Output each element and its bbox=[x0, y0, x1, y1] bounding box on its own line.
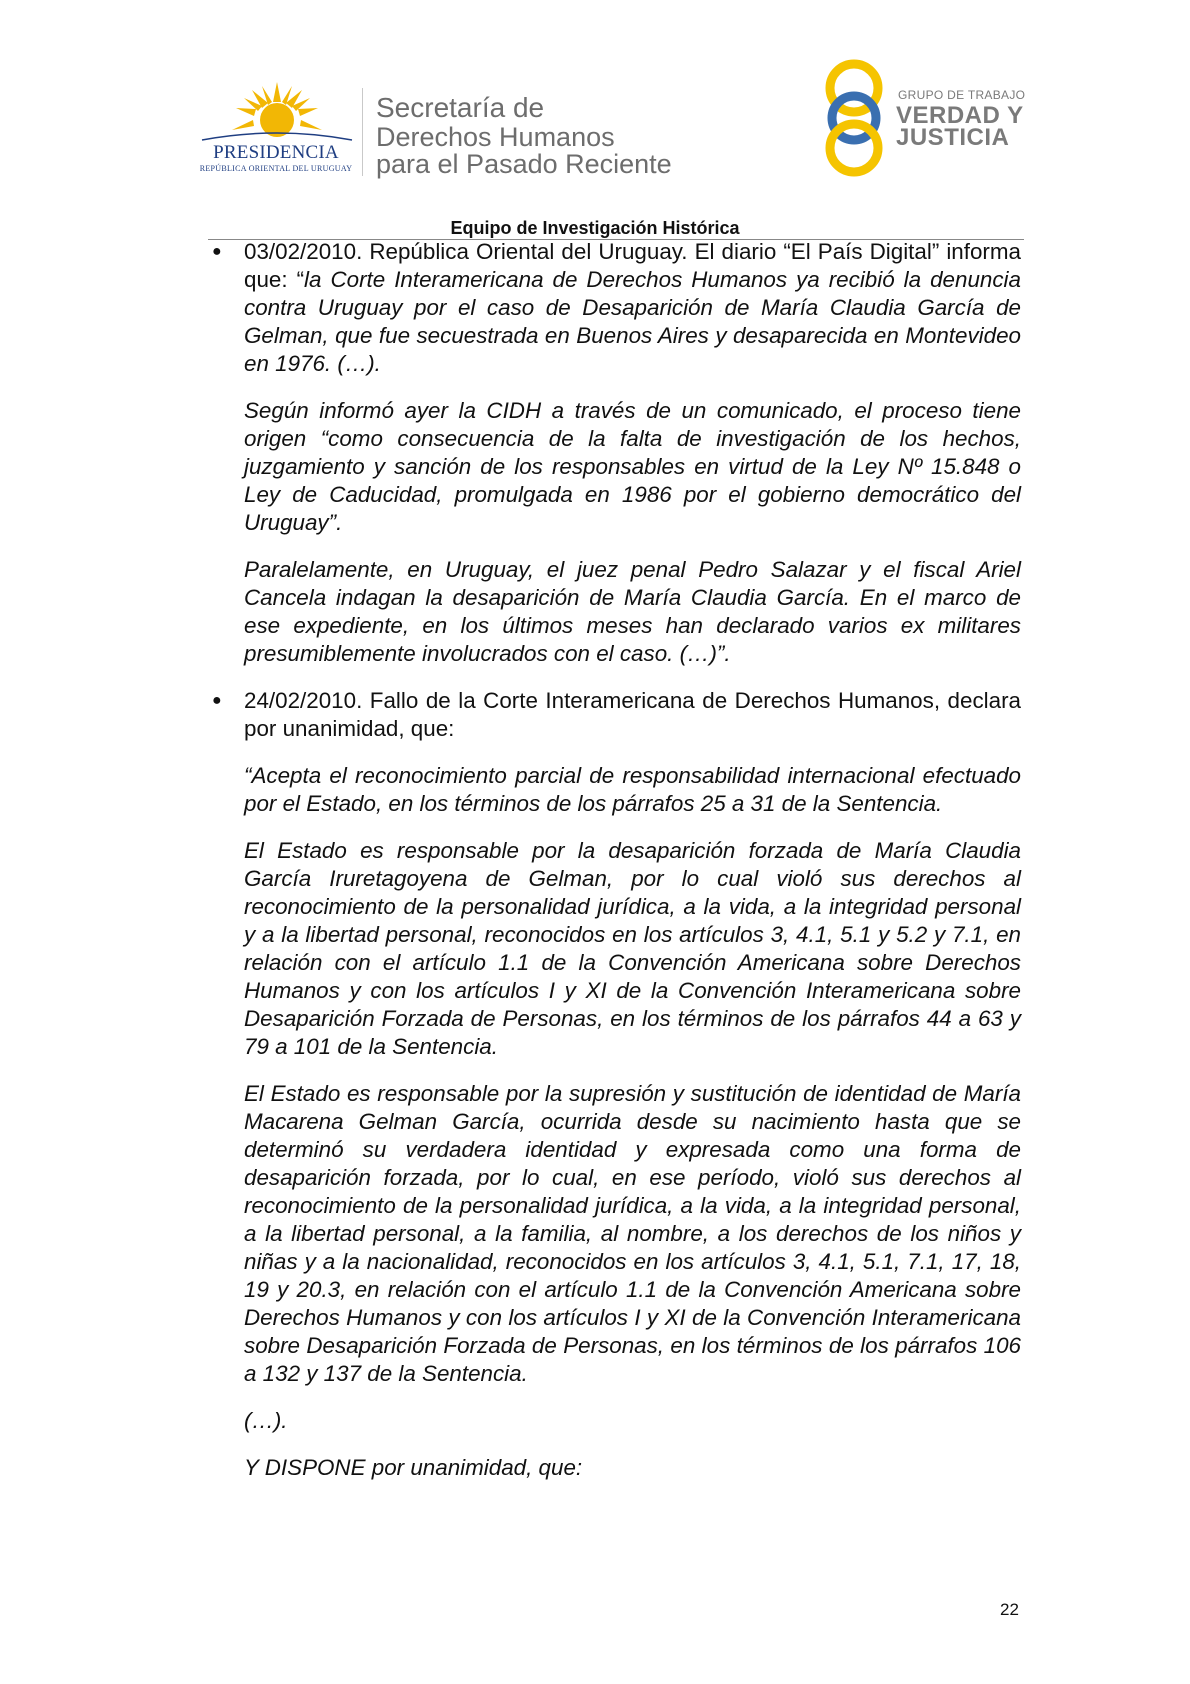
entry-2-paragraph: El Estado es responsable por la supresión y sustitución de identidad de María Macarena Gelman García, ocurrida desde su nacimiento hasta que se determinó su verdadera identidad y expresada como una forma de desaparición forzada, por lo cual, en ese período, violó sus derechos al reconocimiento de la personalidad jurídica, a la vida, a la integridad personal, a la libertad personal, a la familia, al nombre, a los derechos de los niños y niñas y a la nacionalidad, reconocidos en los artículos 3, 4.1, 5.1, 7.1, 17, 18, 19 y 20.3, en relación con el artículo 1.1 de la Convención Americana sobre Derechos Humanos y con los artículos I y XI de la Convención Interamericana sobre Desaparición Forzada de Personas, en los términos de los párrafos 106 a 132 y 137 de la Sentencia. bbox=[244, 1081, 1021, 1386]
secretaria-line-1: Secretaría de bbox=[376, 92, 545, 123]
justicia-label: JUSTICIA bbox=[896, 124, 1010, 151]
grupo-trabajo-label: GRUPO DE TRABAJO bbox=[898, 88, 1026, 102]
page-number: 22 bbox=[1000, 1600, 1019, 1619]
entry-1-date-intro: 03/02/2010. República Oriental del Uruguay. El diario “El País Digital” informa que: “ bbox=[244, 239, 1021, 292]
secretaria-line-3: para el Pasado Reciente bbox=[376, 149, 672, 179]
entry-1-paragraph: Paralelamente, en Uruguay, el juez penal Pedro Salazar y el fiscal Ariel Cancela indagan la desaparición de María Claudia García. En el marco de ese expediente, en los últimos meses han declarado varios ex militares presumiblemente involucrados con el caso. (…)”. bbox=[244, 557, 1021, 666]
header-divider bbox=[362, 88, 363, 176]
entry-1-quote: la Corte Interamericana de Derechos Humanos ya recibió la denuncia contra Uruguay por el caso de Desaparición de María Claudia García de Gelman, que fue secuestrada en Buenos Aires y desaparecida en Montevideo en 1976. (…). bbox=[244, 267, 1021, 376]
secretaria-line-2: Derechos Humanos bbox=[376, 122, 615, 152]
entry-2-intro bbox=[212, 687, 1021, 743]
entry-2-date-intro: 24/02/2010. Fallo de la Corte Interamericana de Derechos Humanos, declara por unanimidad, que: bbox=[244, 688, 1021, 741]
verdad-label: VERDAD Y bbox=[896, 102, 1024, 129]
bullet-icon: ● bbox=[212, 243, 222, 260]
entry-2-paragraph: Y DISPONE por unanimidad, que: bbox=[244, 1455, 583, 1480]
presidencia-label: PRESIDENCIA bbox=[213, 142, 339, 163]
team-title: Equipo de Investigación Histórica bbox=[450, 218, 740, 238]
entry-2-paragraph: (…). bbox=[244, 1408, 288, 1433]
verdad-justicia-rings-logo bbox=[820, 56, 900, 180]
page-header bbox=[0, 0, 1190, 240]
entry-1-paragraph: Según informó ayer la CIDH a través de un comunicado, el proceso tiene origen “como consecuencia de la falta de investigación de los hechos, juzgamiento y sanción de los responsables en virtud de la Ley Nº 15.848 o Ley de Caducidad, promulgada en 1986 por el gobierno democrático del Uruguay”. bbox=[244, 398, 1021, 535]
presidencia-subtitle: REPÚBLICA ORIENTAL DEL URUGUAY bbox=[199, 164, 353, 173]
bullet-icon: ● bbox=[212, 692, 222, 709]
entry-2-paragraph: El Estado es responsable por la desaparición forzada de María Claudia García Iruretagoyena de Gelman, por lo cual violó sus derechos al reconocimiento de la personalidad jurídica, a la vida, a la integridad personal y a la libertad personal, reconocidos en los artículos 3, 4.1, 5.1 y 5.2 y 7.1, en relación con el artículo 1.1 de la Convención Americana sobre Derechos Humanos y con los artículos I y XI de la Convención Interamericana sobre Desaparición Forzada de Personas, en los términos de los párrafos 44 a 63 y 79 a 101 de la Sentencia. bbox=[244, 838, 1021, 1059]
entry-1-intro bbox=[212, 238, 1021, 378]
document-body bbox=[212, 238, 1021, 1501]
entry-2-paragraph: “Acepta el reconocimiento parcial de responsabilidad internacional efectuado por el Estado, en los términos de los párrafos 25 a 31 de la Sentencia. bbox=[244, 763, 1021, 816]
